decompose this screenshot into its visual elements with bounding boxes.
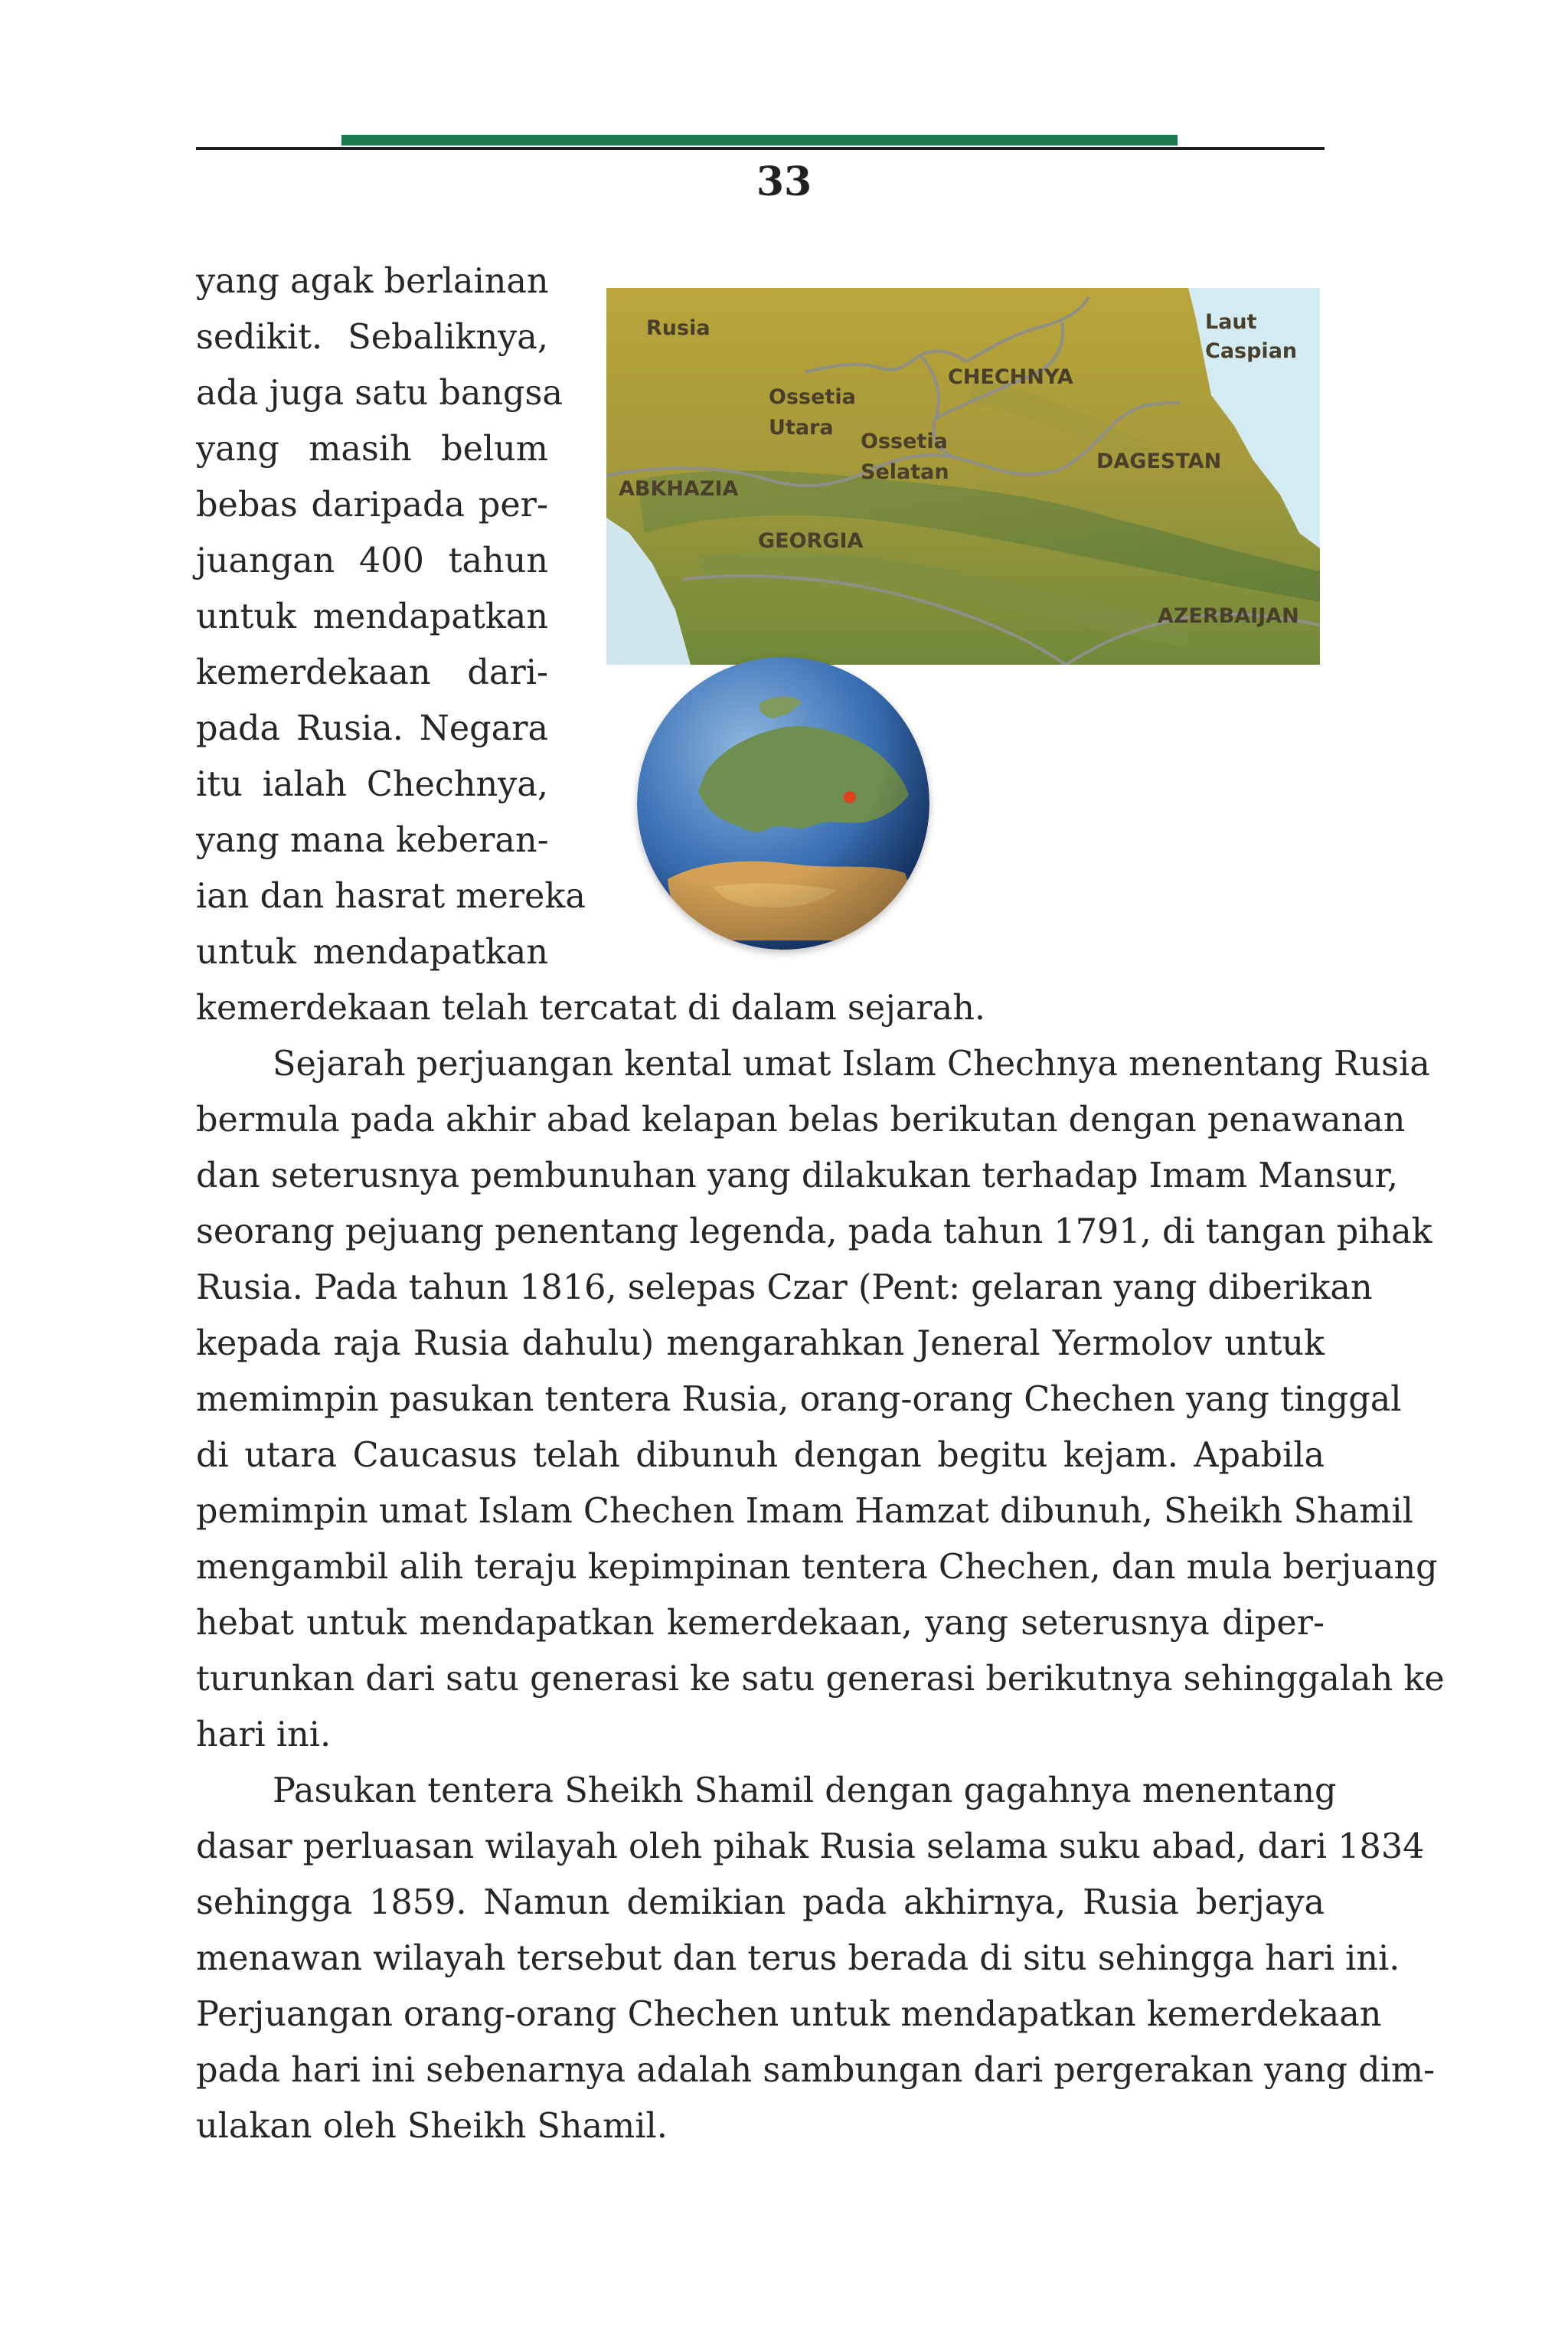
map-label-laut: Laut <box>1205 310 1257 334</box>
text-line: memimpin pasukan tentera Rusia, orang-orang Chechen yang tinggal <box>196 1380 1402 1419</box>
globe-image <box>637 657 929 950</box>
map-label-ossetia-selatan-line1: Ossetia <box>861 430 948 453</box>
text-line: pada Rusia. Negara <box>196 709 548 748</box>
text-line: kemerdekaan telah tercatat di dalam sejarah. <box>196 989 986 1028</box>
caucasus-map <box>606 288 1320 665</box>
text-line: yang mana keberan- <box>196 821 549 860</box>
map-label-caspian: Caspian <box>1205 339 1298 363</box>
text-line: itu ialah Chechnya, <box>196 765 548 804</box>
text-line: pada hari ini sebenarnya adalah sambungan dari pergerakan yang dim- <box>196 2051 1436 2090</box>
header-rule <box>196 147 1325 150</box>
text-line: hari ini. <box>196 1715 332 1754</box>
text-line: di utara Caucasus telah dibunuh dengan begitu kejam. Apabila <box>196 1436 1325 1475</box>
map-label-azerbaijan: AZERBAIJAN <box>1158 604 1299 628</box>
text-line: sedikit. Sebaliknya, <box>196 318 548 357</box>
text-line: kepada raja Rusia dahulu) mengarahkan Jeneral Yermolov untuk <box>196 1324 1325 1363</box>
text-line: untuk mendapatkan <box>196 597 548 636</box>
text-line: kemerdekaan dari- <box>196 653 548 692</box>
map-label-ossetia-utara-line2: Utara <box>769 416 834 440</box>
text-line: Perjuangan orang-orang Chechen untuk mendapatkan kemerdekaan <box>196 1995 1382 2034</box>
text-line: seorang pejuang penentang legenda, pada tahun 1791, di tangan pihak <box>196 1212 1432 1251</box>
globe-graphic <box>637 657 929 950</box>
text-line: untuk mendapatkan <box>196 933 548 972</box>
map-label-ossetia-selatan-line2: Selatan <box>861 460 949 484</box>
text-line: yang masih belum <box>196 430 548 469</box>
text-line: turunkan dari satu generasi ke satu generasi berikutnya sehinggalah ke <box>196 1660 1445 1699</box>
page-number: 33 <box>756 159 812 205</box>
text-line: pemimpin umat Islam Chechen Imam Hamzat dibunuh, Sheikh Shamil <box>196 1492 1413 1531</box>
text-line: dasar perluasan wilayah oleh pihak Rusia selama suku abad, dari 1834 <box>196 1827 1425 1866</box>
text-line: ulakan oleh Sheikh Shamil. <box>196 2107 668 2146</box>
text-line: hebat untuk mendapatkan kemerdekaan, yang seterusnya diper- <box>196 1604 1325 1643</box>
paragraph-first-line: Sejarah perjuangan kental umat Islam Chechnya menentang Rusia <box>273 1045 1430 1084</box>
header-accent-bar <box>341 135 1178 146</box>
map-label-georgia: GEORGIA <box>758 529 864 553</box>
map-label-abkhazia: ABKHAZIA <box>619 477 739 501</box>
text-line: ada juga satu bangsa <box>196 374 563 413</box>
text-line: ian dan hasrat mereka <box>196 877 586 916</box>
text-line: menawan wilayah tersebut dan terus berada di situ sehingga hari ini. <box>196 1939 1400 1978</box>
text-line: sehingga 1859. Namun demikian pada akhirnya, Rusia berjaya <box>196 1883 1325 1922</box>
map-label-ossetia-utara-line1: Ossetia <box>769 385 856 409</box>
map-label-rusia: Rusia <box>646 316 710 340</box>
text-line: Rusia. Pada tahun 1816, selepas Czar (Pent: gelaran yang diberikan <box>196 1268 1373 1307</box>
paragraph-first-line: Pasukan tentera Sheikh Shamil dengan gagahnya menentang <box>273 1771 1337 1810</box>
map-label-chechnya: CHECHNYA <box>948 365 1073 389</box>
text-line: bebas daripada per- <box>196 486 548 525</box>
text-line: mengambil alih teraju kepimpinan tentera Chechen, dan mula berjuang <box>196 1548 1438 1587</box>
map-label-dagestan: DAGESTAN <box>1096 450 1222 473</box>
text-line: bermula pada akhir abad kelapan belas berikutan dengan penawanan <box>196 1100 1406 1140</box>
text-line: dan seterusnya pembunuhan yang dilakukan terhadap Imam Mansur, <box>196 1156 1399 1195</box>
text-line: juangan 400 tahun <box>196 541 548 580</box>
text-line: yang agak berlainan <box>196 262 549 301</box>
